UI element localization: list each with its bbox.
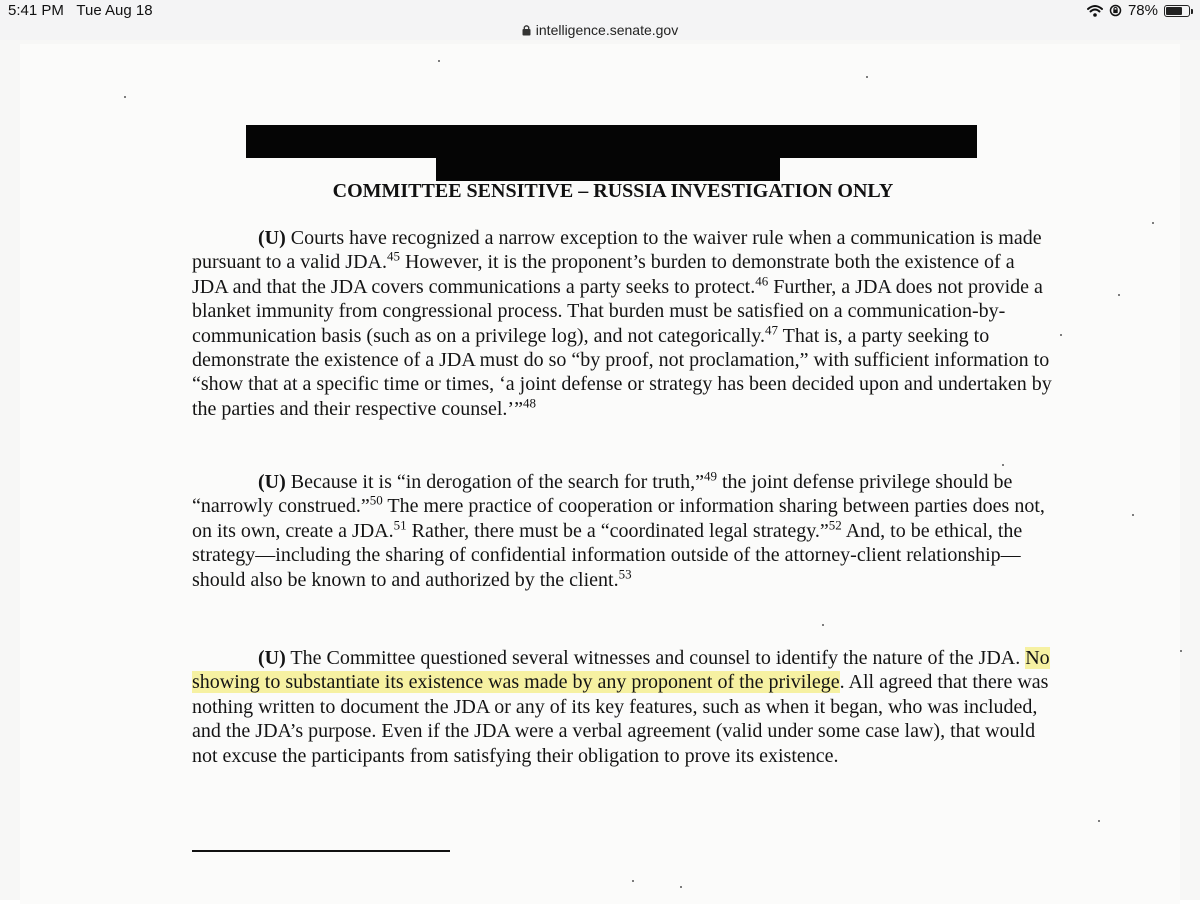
- footnote-marker[interactable]: 46: [755, 273, 769, 289]
- scan-speck: [632, 880, 634, 882]
- status-date: Tue Aug 18: [76, 2, 153, 19]
- footnote-marker[interactable]: 53: [618, 565, 632, 581]
- paragraph-1: [192, 226, 1052, 421]
- battery-icon: [1164, 5, 1190, 17]
- classification-marking: (U): [258, 227, 286, 249]
- paragraph-text: Because it is “in derogation of the search for truth,”: [285, 471, 704, 493]
- url-text[interactable]: intelligence.senate.gov: [535, 22, 679, 38]
- status-time-date: [8, 2, 153, 19]
- status-time: 5:41 PM: [8, 2, 64, 19]
- scan-speck: [822, 624, 824, 626]
- scan-speck: [1152, 222, 1154, 224]
- scan-speck: [1132, 514, 1134, 516]
- redaction-block: [246, 125, 977, 158]
- classification-header: COMMITTEE SENSITIVE – RUSSIA INVESTIGATION ONLY: [332, 180, 894, 202]
- scan-speck: [1098, 820, 1100, 822]
- orientation-lock-icon: [1109, 4, 1122, 17]
- document-viewer[interactable]: [0, 40, 1200, 900]
- battery-percent: 78%: [1127, 2, 1158, 19]
- scan-speck: [1118, 294, 1120, 296]
- footnote-marker[interactable]: 48: [522, 395, 536, 411]
- footnote-marker[interactable]: 47: [764, 321, 778, 337]
- footnote-marker[interactable]: 45: [386, 248, 400, 264]
- scan-speck: [1002, 464, 1004, 466]
- paragraph-text: However, it is the proponent’s burden to demonstrate both the existence of a JDA and that the JDA covers communications a party seeks to protect.: [192, 251, 1015, 298]
- scan-speck: [866, 76, 868, 78]
- classification-marking: (U): [258, 647, 286, 669]
- paragraph-text: . All agreed that there was nothing written to document the JDA or any of its key features, such as when it began, who was included, and the JDA’s purpose. Even if the JDA were a verbal agreement (valid under some case law), that would not excuse the participants from satisfying their obligation to prove its existence.: [192, 671, 1049, 767]
- footnote-marker[interactable]: 49: [703, 468, 717, 484]
- paragraph-text: Courts have recognized a narrow exception to the waiver rule when a communication is made pursuant to a valid JDA.: [192, 227, 1042, 274]
- paragraph-3: [192, 646, 1052, 768]
- classification-marking: (U): [258, 471, 286, 493]
- paragraph-text: The Committee questioned several witnesses and counsel to identify the nature of the JDA.: [285, 647, 1026, 669]
- scan-speck: [124, 96, 126, 98]
- footnote-marker[interactable]: 52: [828, 517, 842, 533]
- paragraph-text: And, to be ethical, the strategy—including the sharing of confidential information outside of the attorney-client relationship—should also be known to and authorized by the client.: [192, 519, 1023, 591]
- paragraph-text: The mere practice of cooperation or information sharing between parties does not, on its own, create a JDA.: [192, 495, 1045, 542]
- footnote-marker[interactable]: 50: [369, 492, 383, 508]
- scan-speck: [1060, 334, 1062, 336]
- paragraph-text: the joint defense privilege should be “narrowly construed.”: [192, 471, 1013, 518]
- document-page: [20, 44, 1180, 904]
- wifi-icon: [1087, 4, 1103, 17]
- paragraph-text: Rather, there must be a “coordinated legal strategy.”: [406, 519, 829, 542]
- status-indicators: [1087, 2, 1190, 19]
- battery-level: [1166, 7, 1182, 15]
- footnote-marker[interactable]: 51: [393, 517, 407, 533]
- scan-speck: [438, 60, 440, 62]
- paragraph-text: Further, a JDA does not provide a blanket immunity from congressional process. That burden must be satisfied on a communication-by-communication basis (such as on a privilege log), and not categorically.: [192, 275, 1043, 347]
- url-bar[interactable]: [0, 22, 1200, 40]
- paragraph-2: [192, 470, 1052, 592]
- scan-speck: [680, 886, 682, 888]
- status-bar: [0, 0, 1200, 22]
- footnote-separator: [192, 850, 450, 852]
- paragraph-text: That is, a party seeking to demonstrate the existence of a JDA must do so “by proof, not proclamation,” with sufficient information to “show that at a specific time or times, ‘a joint defense or strategy has been decided upon and undertaken by the parties and their respective counsel.’”: [192, 324, 1052, 420]
- highlighted-text: No showing to substantiate its existence was made by any proponent of the privilege: [192, 647, 1050, 694]
- lock-icon: [522, 24, 531, 36]
- scan-speck: [1180, 650, 1182, 652]
- redaction-block: [436, 158, 780, 181]
